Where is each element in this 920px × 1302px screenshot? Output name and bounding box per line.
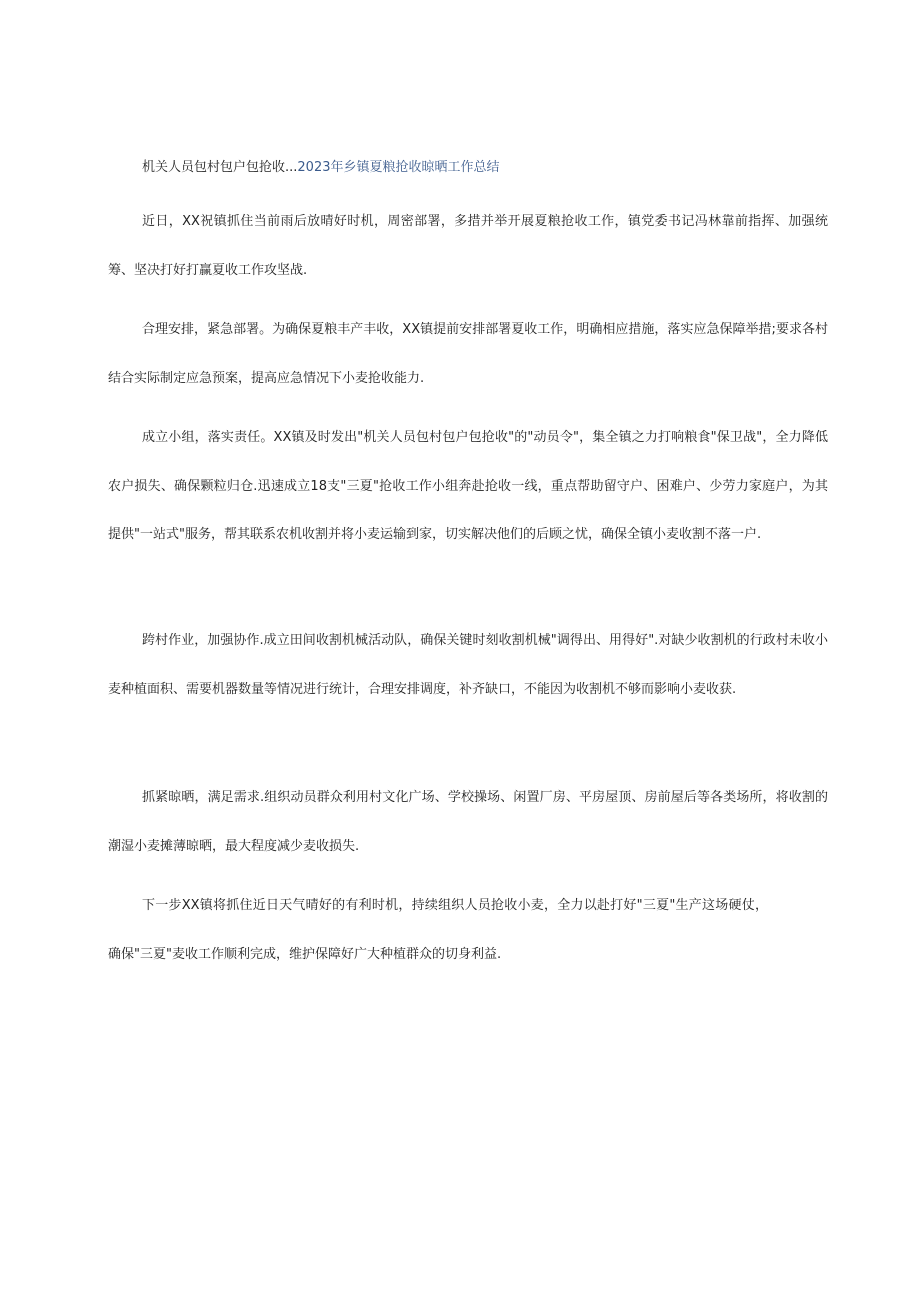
paragraph-drying: 抓紧晾晒，满足需求.组织动员群众利用村文化广场、学校操场、闲置厂房、平房屋顶、房前屋后等各类场所，将收割的潮湿小麦摊薄晾晒，最大程度减少麦收损失. xyxy=(108,790,828,854)
document-title xyxy=(142,157,500,179)
paragraph-intro: 近日，XX祝镇抓住当前雨后放晴好时机，周密部署，多措并举开展夏粮抢收工作，镇党委书记冯林靠前指挥、加强统筹、坚决打好打赢夏收工作攻坚战. xyxy=(108,214,828,278)
paragraph-cooperation: 跨村作业，加强协作.成立田间收割机械活动队，确保关键时刻收割机械"调得出、用得好".对缺少收割机的行政村未收小麦种植面积、需要机器数量等情况进行统计，合理安排调度，补齐缺口，不能因为收割机不够而影响小麦收获. xyxy=(108,633,828,697)
title-link[interactable]: 2023年乡镇夏粮抢收晾晒工作总结 xyxy=(297,160,500,175)
paragraph-planning: 合理安排，紧急部署。为确保夏粮丰产丰收，XX镇提前安排部署夏收工作，明确相应措施，落实应急保障举措;要求各村结合实际制定应急预案，提高应急情况下小麦抢收能力. xyxy=(108,322,828,386)
paragraph-teams: 成立小组，落实责任。XX镇及时发出"机关人员包村包户包抢收"的"动员令"，集全镇之力打响粮食"保卫战"，全力降低农户损失、确保颗粒归仓.迅速成立18支"三夏"抢收工作小组奔赴抢收一线，重点帮助留守户、困难户、少劳力家庭户，为其提供"一站式"服务，帮其联系农机收割并将小麦运输到家，切实解决他们的后顾之忧，确保全镇小麦收割不落一户. xyxy=(108,430,828,542)
title-lead: 机关人员包村包户包抢收... xyxy=(142,160,298,175)
paragraph-next-steps: 下一步XX镇将抓住近日天气晴好的有利时机，持续组织人员抢收小麦，全力以赴打好"三夏"生产这场硬仗，确保"三夏"麦收工作顺利完成，维护保障好广大种植群众的切身利益. xyxy=(108,898,768,962)
